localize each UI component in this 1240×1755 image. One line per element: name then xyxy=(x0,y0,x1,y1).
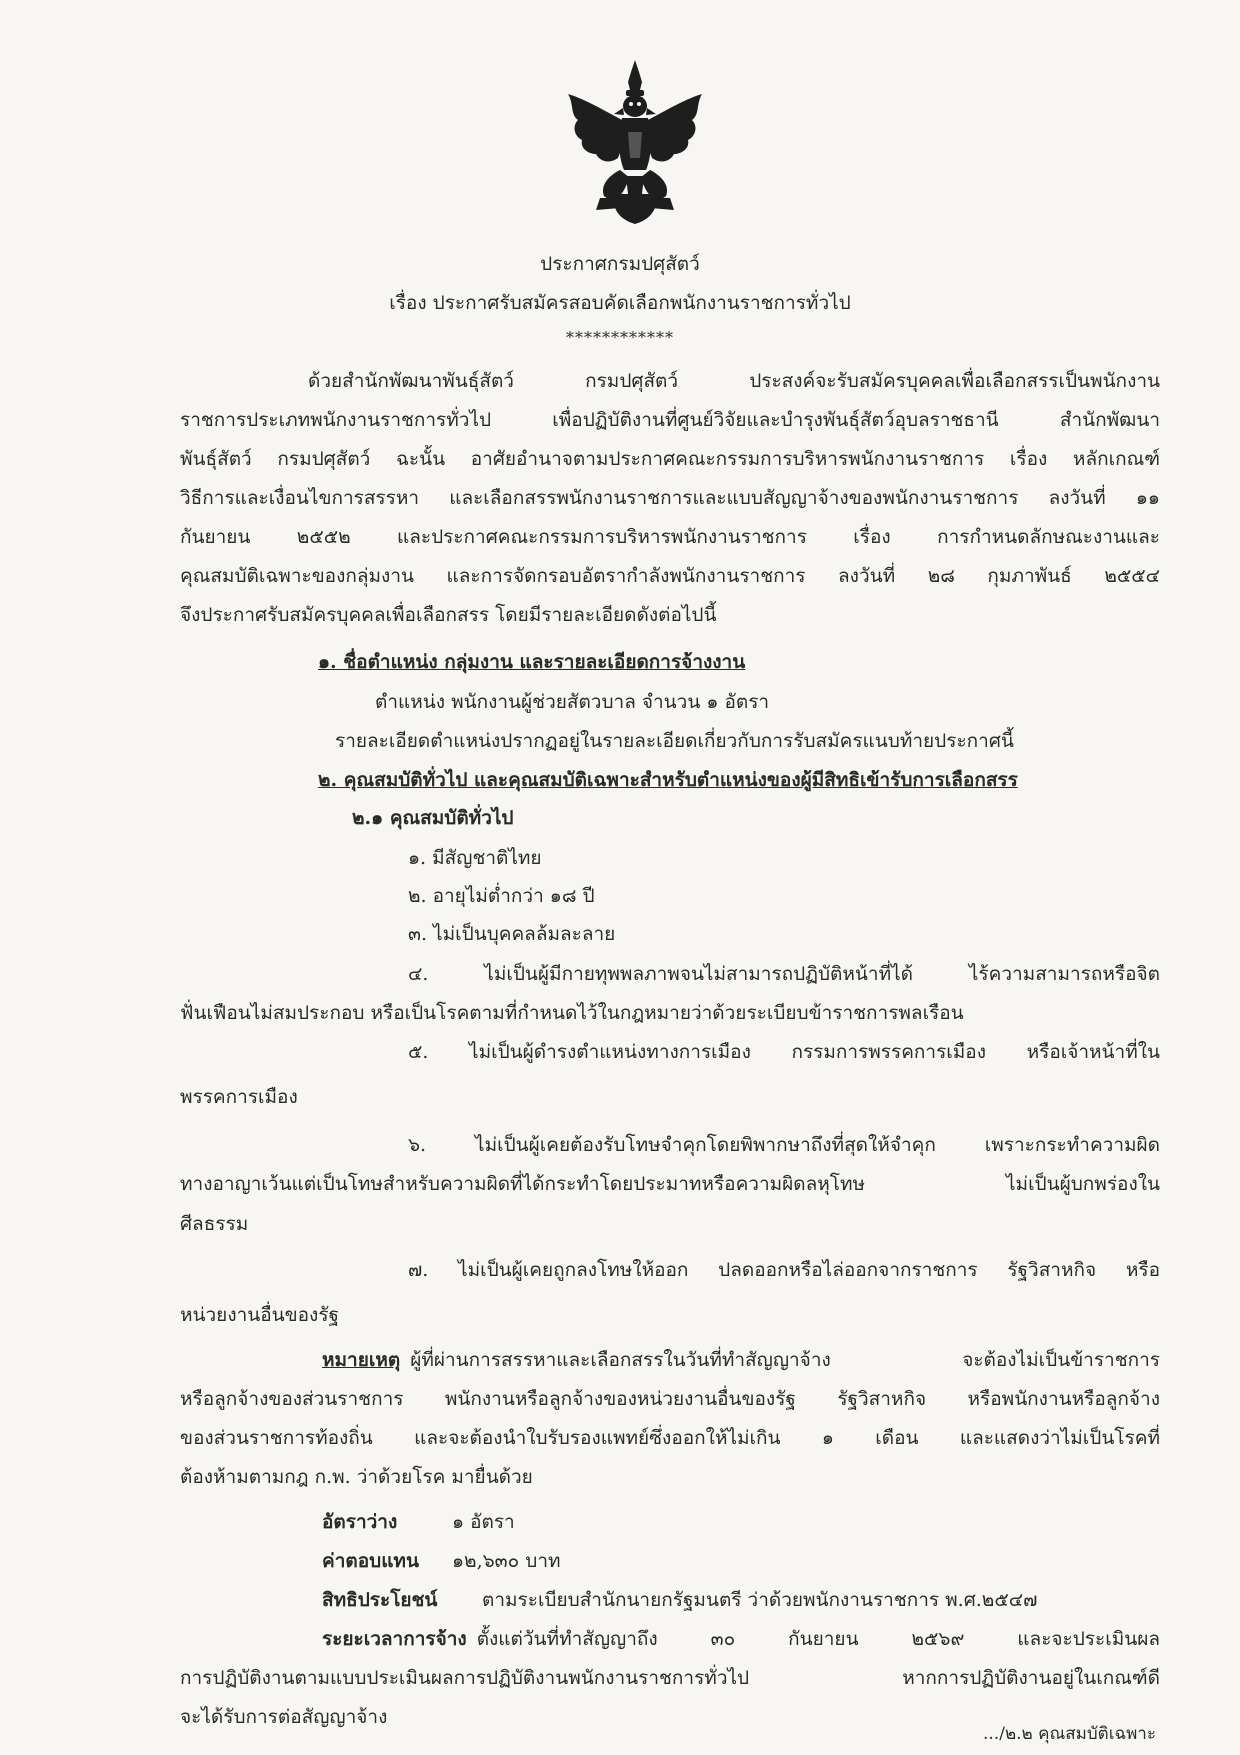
intro-line: คุณสมบัติเฉพาะของกลุ่มงาน และการจัดกรอบอัตรากำลังพนักงานราชการ ลงวันที่ ๒๘ กุมภาพันธ์ ๒๕๕๔ xyxy=(180,565,1160,587)
note-text: ต้องห้ามตามกฎ ก.พ. ว่าด้วยโรค มายื่นด้วย xyxy=(180,1466,533,1488)
intro-line: ด้วยสำนักพัฒนาพันธุ์สัตว์ กรมปศุสัตว์ ประสงค์จะรับสมัครบุคคลเพื่อเลือกสรรเป็นพนักงาน xyxy=(308,370,1160,392)
intro-line: ราชการประเภทพนักงานราชการทั่วไป เพื่อปฏิบัติงานที่ศูนย์วิจัยและบำรุงพันธุ์สัตว์อุบลราชธานี สำนักพัฒนา xyxy=(180,409,1160,431)
pay-value: ๑๒,๖๓๐ บาท xyxy=(452,1550,561,1572)
qualification-item-cont: ฟั่นเฟือนไม่สมประกอบ หรือเป็นโรคตามที่กำหนดไว้ในกฎหมายว่าด้วยระเบียบข้าราชการพลเรือน xyxy=(180,1002,964,1024)
period-value: ตั้งแต่วันที่ทำสัญญาถึง ๓๐ กันยายน ๒๕๖๙ และจะประเมินผล xyxy=(476,1628,1160,1650)
section1-heading: ๑. ชื่อตำแหน่ง กลุ่มงาน และรายละเอียดการจ้างงาน xyxy=(318,651,746,673)
garuda-emblem-icon xyxy=(560,58,710,226)
announcement-subject: เรื่อง ประกาศรับสมัครสอบคัดเลือกพนักงานราชการทั่วไป xyxy=(389,292,851,314)
section1-detail: รายละเอียดตำแหน่งปรากฏอยู่ในรายละเอียดเกี่ยวกับการรับสมัครแนบท้ายประกาศนี้ xyxy=(335,730,1014,752)
pay-row xyxy=(322,1549,561,1573)
qualification-item-cont: ศีลธรรม xyxy=(180,1213,249,1235)
note-label: หมายเหตุ xyxy=(322,1349,401,1371)
note-text: ของส่วนราชการท้องถิ่น และจะต้องนำใบรับรองแพทย์ซึ่งออกให้ไม่เกิน ๑ เดือน และแสดงว่าไม่เป็นโรคที่ xyxy=(180,1427,1160,1449)
qualification-item-cont: ทางอาญาเว้นแต่เป็นโทษสำหรับความผิดที่ได้กระทำโดยประมาทหรือความผิดลหุโทษ ไม่เป็นผู้บกพร่องใน xyxy=(180,1173,1160,1195)
separator-stars: ************ xyxy=(566,328,674,347)
period-text: การปฏิบัติงานตามแบบประเมินผลการปฏิบัติงานพนักงานราชการทั่วไป หากการปฏิบัติงานอยู่ในเกณฑ์ดี xyxy=(180,1667,1160,1689)
benefit-value: ตามระเบียบสำนักนายกรัฐมนตรี ว่าด้วยพนักงานราชการ พ.ศ.๒๕๔๗ xyxy=(482,1589,1038,1611)
section2-heading: ๒. คุณสมบัติทั่วไป และคุณสมบัติเฉพาะสำหรับตำแหน่งของผู้มีสิทธิเข้ารับการเลือกสรร xyxy=(318,769,1018,791)
qualification-item: ๓. ไม่เป็นบุคคลล้มละลาย xyxy=(408,923,616,945)
period-text: จะได้รับการต่อสัญญาจ้าง xyxy=(180,1706,388,1728)
qualification-item: ๕. ไม่เป็นผู้ดำรงตำแหน่งทางการเมือง กรรมการพรรคการเมือง หรือเจ้าหน้าที่ใน xyxy=(408,1041,1160,1063)
intro-line: กันยายน ๒๕๕๒ และประกาศคณะกรรมการบริหารพนักงานราชการ เรื่อง การกำหนดลักษณะงานและ xyxy=(180,526,1160,548)
pay-label: ค่าตอบแทน xyxy=(322,1550,419,1572)
period-label: ระยะเวลาการจ้าง xyxy=(322,1628,467,1650)
section1-position: ตำแหน่ง พนักงานผู้ช่วยสัตวบาล จำนวน ๑ อัตรา xyxy=(375,691,770,713)
qualification-item: ๑. มีสัญชาติไทย xyxy=(408,847,542,869)
qualification-item-cont: หน่วยงานอื่นของรัฐ xyxy=(180,1304,340,1326)
benefit-row xyxy=(322,1588,1037,1612)
note-text: ผู้ที่ผ่านการสรรหาและเลือกสรรในวันที่ทำสัญญาจ้าง จะต้องไม่เป็นข้าราชการ xyxy=(410,1349,1160,1371)
note-text: หรือลูกจ้างของส่วนราชการ พนักงานหรือลูกจ้างของหน่วยงานอื่นของรัฐ รัฐวิสาหกิจ หรือพนักงานหรือลูกจ้าง xyxy=(180,1388,1160,1410)
qualification-item: ๒. อายุไม่ต่ำกว่า ๑๘ ปี xyxy=(408,885,595,907)
intro-line: วิธีการและเงื่อนไขการสรรหา และเลือกสรรพนักงานราชการและแบบสัญญาจ้างของพนักงานราชการ ลงวันที่ ๑๑ xyxy=(180,487,1160,509)
intro-line: จึงประกาศรับสมัครบุคคลเพื่อเลือกสรร โดยมีรายละเอียดดังต่อไปนี้ xyxy=(180,604,717,626)
vacancy-value: ๑ อัตรา xyxy=(452,1511,515,1533)
vacancy-label: อัตราว่าง xyxy=(322,1511,398,1533)
section2-sub-heading: ๒.๑ คุณสมบัติทั่วไป xyxy=(352,807,514,829)
qualification-item-cont: พรรคการเมือง xyxy=(180,1086,298,1108)
benefit-label: สิทธิประโยชน์ xyxy=(322,1589,438,1611)
continued-marker: .../๒.๒ คุณสมบัติเฉพาะ xyxy=(983,1724,1156,1744)
qualification-item: ๖. ไม่เป็นผู้เคยต้องรับโทษจำคุกโดยพิพากษาถึงที่สุดให้จำคุก เพราะกระทำความผิด xyxy=(408,1134,1160,1156)
announcement-title: ประกาศกรมปศุสัตว์ xyxy=(540,253,700,275)
qualification-item: ๔. ไม่เป็นผู้มีกายทุพพลภาพจนไม่สามารถปฏิบัติหน้าที่ได้ ไร้ความสามารถหรือจิต xyxy=(408,963,1160,985)
qualification-item: ๗. ไม่เป็นผู้เคยถูกลงโทษให้ออก ปลดออกหรือไล่ออกจากราชการ รัฐวิสาหกิจ หรือ xyxy=(408,1259,1160,1281)
intro-line: พันธุ์สัตว์ กรมปศุสัตว์ ฉะนั้น อาศัยอำนาจตามประกาศคณะกรรมการบริหารพนักงานราชการ เรื่อง หลักเกณฑ์ xyxy=(180,448,1160,470)
note-first-line xyxy=(322,1348,1160,1372)
period-row xyxy=(322,1627,1160,1651)
vacancy-row xyxy=(322,1510,515,1534)
